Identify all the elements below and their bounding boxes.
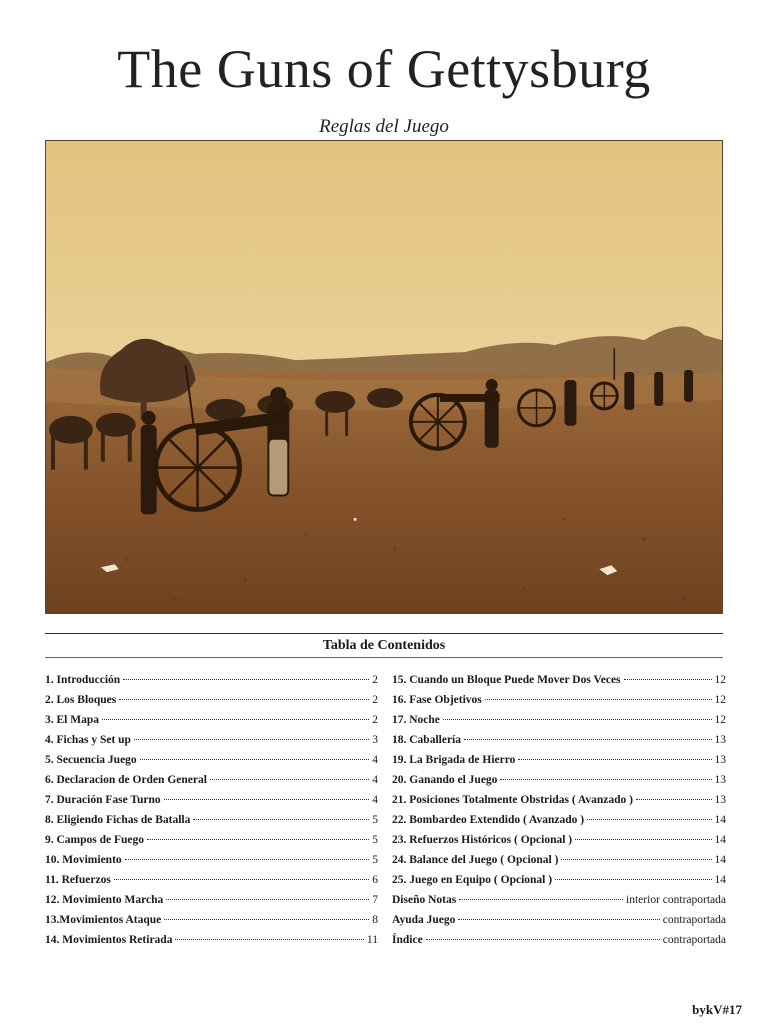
toc-entry-page: 13	[714, 734, 726, 746]
toc-entry-page: interior contraportada	[626, 894, 726, 906]
toc-entry-label: 5. Secuencia Juego	[45, 754, 137, 766]
toc-entry-page: 8	[372, 914, 378, 926]
toc-leader-dots	[443, 719, 712, 720]
toc-leader-dots	[561, 859, 711, 860]
toc-leader-dots	[518, 759, 711, 760]
toc-entry-page: 6	[372, 874, 378, 886]
toc-entry-label: 16. Fase Objetivos	[392, 694, 482, 706]
toc-entry-page: 14	[714, 814, 726, 826]
toc-entry-page: contraportada	[662, 914, 726, 926]
toc-entry-page: 13	[714, 754, 726, 766]
toc-entry-page: 5	[372, 854, 378, 866]
toc-entry[interactable]	[45, 814, 378, 834]
toc-entry-label: 17. Noche	[392, 714, 440, 726]
toc-entry-page: 14	[714, 834, 726, 846]
toc-leader-dots	[500, 779, 711, 780]
toc-entry-page: 2	[372, 714, 378, 726]
toc-entry-page: 2	[372, 694, 378, 706]
toc-entry-label: 8. Eligiendo Fichas de Batalla	[45, 814, 191, 826]
toc-entry-label: Diseño Notas	[392, 894, 457, 906]
toc-entry-label: 6. Declaracion de Orden General	[45, 774, 207, 786]
toc-entry-label: 11. Refuerzos	[45, 874, 111, 886]
toc-rule-bottom	[45, 657, 723, 658]
toc-entry[interactable]	[45, 874, 378, 894]
toc-leader-dots	[164, 919, 369, 920]
toc-leader-dots	[555, 879, 711, 880]
toc-entry[interactable]	[392, 794, 726, 814]
toc-leader-dots	[575, 839, 711, 840]
toc-entry-page: 13	[714, 774, 726, 786]
toc-entry-page: 12	[714, 674, 726, 686]
toc-leader-dots	[166, 899, 369, 900]
toc-entry-label: 18. Caballería	[392, 734, 461, 746]
toc-leader-dots	[102, 719, 369, 720]
civil-war-artillery-photo	[46, 141, 722, 613]
toc-entry[interactable]	[45, 774, 378, 794]
toc-entry[interactable]	[392, 734, 726, 754]
toc-entry-page: 5	[372, 834, 378, 846]
toc-leader-dots	[426, 939, 660, 940]
toc-entry-page: contraportada	[662, 934, 726, 946]
toc-leader-dots	[119, 699, 369, 700]
toc-entry[interactable]	[392, 694, 726, 714]
toc-entry-page: 11	[366, 934, 378, 946]
toc-entry[interactable]	[392, 914, 726, 934]
toc-entry-label: 23. Refuerzos Históricos ( Opcional )	[392, 834, 573, 846]
toc-entry-label: 9. Campos de Fuego	[45, 834, 145, 846]
toc-entry-label: 25. Juego en Equipo ( Opcional )	[392, 874, 553, 886]
toc-leader-dots	[175, 939, 363, 940]
toc-entry-page: 3	[372, 734, 378, 746]
toc-leader-dots	[210, 779, 369, 780]
toc-entry-page: 7	[372, 894, 378, 906]
toc-entry[interactable]	[392, 774, 726, 794]
toc-leader-dots	[140, 759, 370, 760]
toc-entry-page: 2	[372, 674, 378, 686]
toc-entry-label: 22. Bombardeo Extendido ( Avanzado )	[392, 814, 585, 826]
cover-photo	[45, 140, 723, 614]
toc-entry-page: 4	[372, 774, 378, 786]
toc-entry[interactable]	[45, 794, 378, 814]
toc-entry[interactable]	[45, 734, 378, 754]
toc-entry[interactable]	[392, 894, 726, 914]
footer-credit: bykV#17	[692, 1002, 742, 1017]
toc-entry-page: 12	[714, 694, 726, 706]
document-subtitle: Reglas del Juego	[319, 116, 449, 137]
toc-leader-dots	[587, 819, 711, 820]
toc-entry-page: 4	[372, 794, 378, 806]
toc-leader-dots	[485, 699, 712, 700]
toc-entry-label: Ayuda Juego	[392, 914, 456, 926]
toc-entry[interactable]	[45, 754, 378, 774]
toc-entry[interactable]	[45, 914, 378, 934]
toc-entry[interactable]	[45, 694, 378, 714]
toc-leader-dots	[624, 679, 712, 680]
toc-entry[interactable]	[392, 714, 726, 734]
toc-leader-dots	[636, 799, 712, 800]
toc-entry-page: 5	[372, 814, 378, 826]
toc-entry-page: 4	[372, 754, 378, 766]
toc-entry[interactable]	[45, 714, 378, 734]
toc-entry[interactable]	[392, 814, 726, 834]
toc-entry-page: 14	[714, 854, 726, 866]
toc-leader-dots	[193, 819, 369, 820]
toc-entry[interactable]	[392, 674, 726, 694]
toc-leader-dots	[458, 919, 659, 920]
toc-entry-label: 15. Cuando un Bloque Puede Mover Dos Veces	[392, 674, 621, 686]
toc-entry[interactable]	[392, 874, 726, 894]
toc-entry-label: 2. Los Bloques	[45, 694, 117, 706]
toc-entry-label: 3. El Mapa	[45, 714, 99, 726]
toc-entry[interactable]	[45, 854, 378, 874]
toc-entry-label: 20. Ganando el Juego	[392, 774, 498, 786]
toc-entry-label: 10. Movimiento	[45, 854, 122, 866]
toc-entry-label: 24. Balance del Juego ( Opcional )	[392, 854, 559, 866]
toc-left-column	[45, 674, 378, 954]
toc-right-column	[392, 674, 726, 954]
toc-entry-page: 13	[714, 794, 726, 806]
toc-leader-dots	[123, 679, 369, 680]
toc-entry-label: 7. Duración Fase Turno	[45, 794, 161, 806]
toc-entry[interactable]	[392, 934, 726, 954]
document-title: The Guns of Gettysburg	[117, 39, 651, 99]
toc-entry[interactable]	[392, 754, 726, 774]
toc-entry-label: 19. La Brigada de Hierro	[392, 754, 516, 766]
toc-entry-label: 12. Movimiento Marcha	[45, 894, 164, 906]
toc-entry[interactable]	[45, 834, 378, 854]
toc-leader-dots	[134, 739, 369, 740]
toc-leader-dots	[164, 799, 370, 800]
toc-entry[interactable]	[45, 934, 378, 954]
toc-entry[interactable]	[392, 834, 726, 854]
toc-heading: Tabla de Contenidos	[322, 638, 446, 653]
toc-entry-page: 14	[714, 874, 726, 886]
toc-entry-label: 4. Fichas y Set up	[45, 734, 131, 746]
toc-entry-page: 12	[714, 714, 726, 726]
toc-leader-dots	[459, 899, 623, 900]
toc-leader-dots	[114, 879, 369, 880]
toc-entry-label: 21. Posiciones Totalmente Obstridas ( Avanzado )	[392, 794, 633, 806]
toc-entry-label: 1. Introducción	[45, 674, 121, 686]
toc-entry-label: 14. Movimientos Retirada	[45, 934, 173, 946]
toc-leader-dots	[147, 839, 369, 840]
toc-entry-label: 13.Movimientos Ataque	[45, 914, 162, 926]
toc-entry[interactable]	[45, 674, 378, 694]
toc-rule-top	[45, 633, 723, 634]
toc-entry[interactable]	[392, 854, 726, 874]
toc-leader-dots	[125, 859, 370, 860]
toc-entry-label: Índice	[392, 934, 423, 946]
toc-entry[interactable]	[45, 894, 378, 914]
toc-leader-dots	[464, 739, 712, 740]
